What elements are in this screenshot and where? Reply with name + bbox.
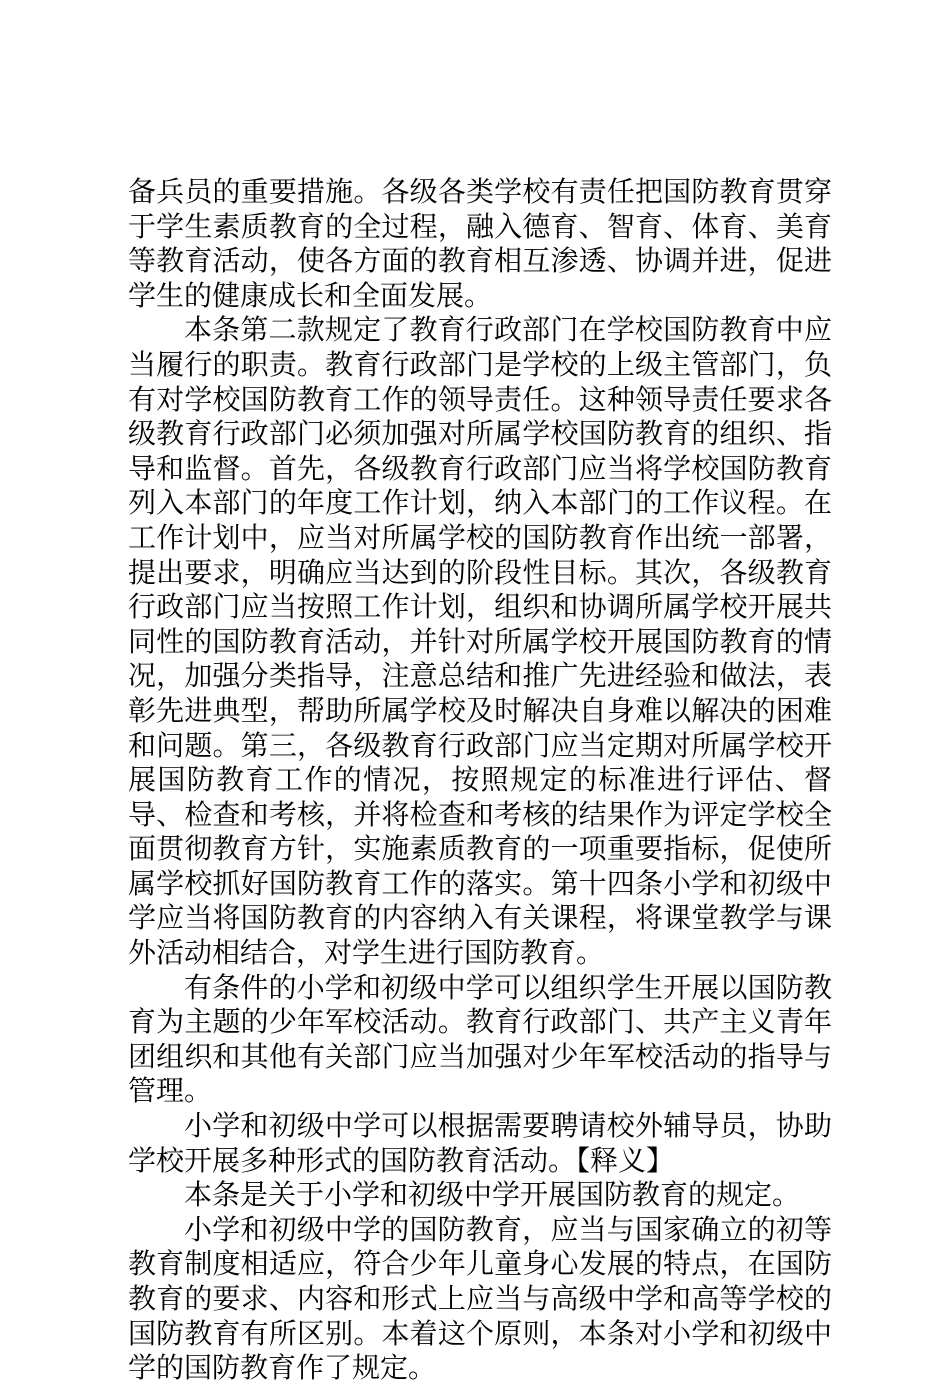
- document-body: [128, 175, 832, 1386]
- paragraph-4: 小学和初级中学可以根据需要聘请校外辅导员，协助学校开展多种形式的国防教育活动。【释义】: [128, 1109, 832, 1177]
- paragraph-2: 本条第二款规定了教育行政部门在学校国防教育中应当履行的职责。教育行政部门是学校的上级主管部门，负有对学校国防教育工作的领导责任。这种领导责任要求各级教育行政部门必须加强对所属学校国防教育的组织、指导和监督。首先，各级教育行政部门应当将学校国防教育列入本部门的年度工作计划，纳入本部门的工作议程。在工作计划中，应当对所属学校的国防教育作出统一部署，提出要求，明确应当达到的阶段性目标。其次，各级教育行政部门应当按照工作计划，组织和协调所属学校开展共同性的国防教育活动，并针对所属学校开展国防教育的情况，加强分类指导，注意总结和推广先进经验和做法，表彰先进典型，帮助所属学校及时解决自身难以解决的困难和问题。第三，各级教育行政部门应当定期对所属学校开展国防教育工作的情况，按照规定的标准进行评估、督导、检查和考核，并将检查和考核的结果作为评定学校全面贯彻教育方针，实施素质教育的一项重要指标，促使所属学校抓好国防教育工作的落实。第十四条小学和初级中学应当将国防教育的内容纳入有关课程，将课堂教学与课外活动相结合，对学生进行国防教育。: [128, 313, 832, 970]
- paragraph-6: 小学和初级中学的国防教育，应当与国家确立的初等教育制度相适应，符合少年儿童身心发展的特点，在国防教育的要求、内容和形式上应当与高级中学和高等学校的国防教育有所区别。本着这个原则，本条对小学和初级中学的国防教育作了规定。: [128, 1212, 832, 1385]
- paragraph-5: 本条是关于小学和初级中学开展国防教育的规定。: [184, 1178, 801, 1212]
- paragraph-3: 有条件的小学和初级中学可以组织学生开展以国防教育为主题的少年军校活动。教育行政部门、共产主义青年团组织和其他有关部门应当加强对少年军校活动的指导与管理。: [128, 970, 832, 1108]
- paragraph-1: 备兵员的重要措施。各级各类学校有责任把国防教育贯穿于学生素质教育的全过程，融入德育、智育、体育、美育等教育活动，使各方面的教育相互渗透、协调并进，促进学生的健康成长和全面发展。: [128, 175, 832, 312]
